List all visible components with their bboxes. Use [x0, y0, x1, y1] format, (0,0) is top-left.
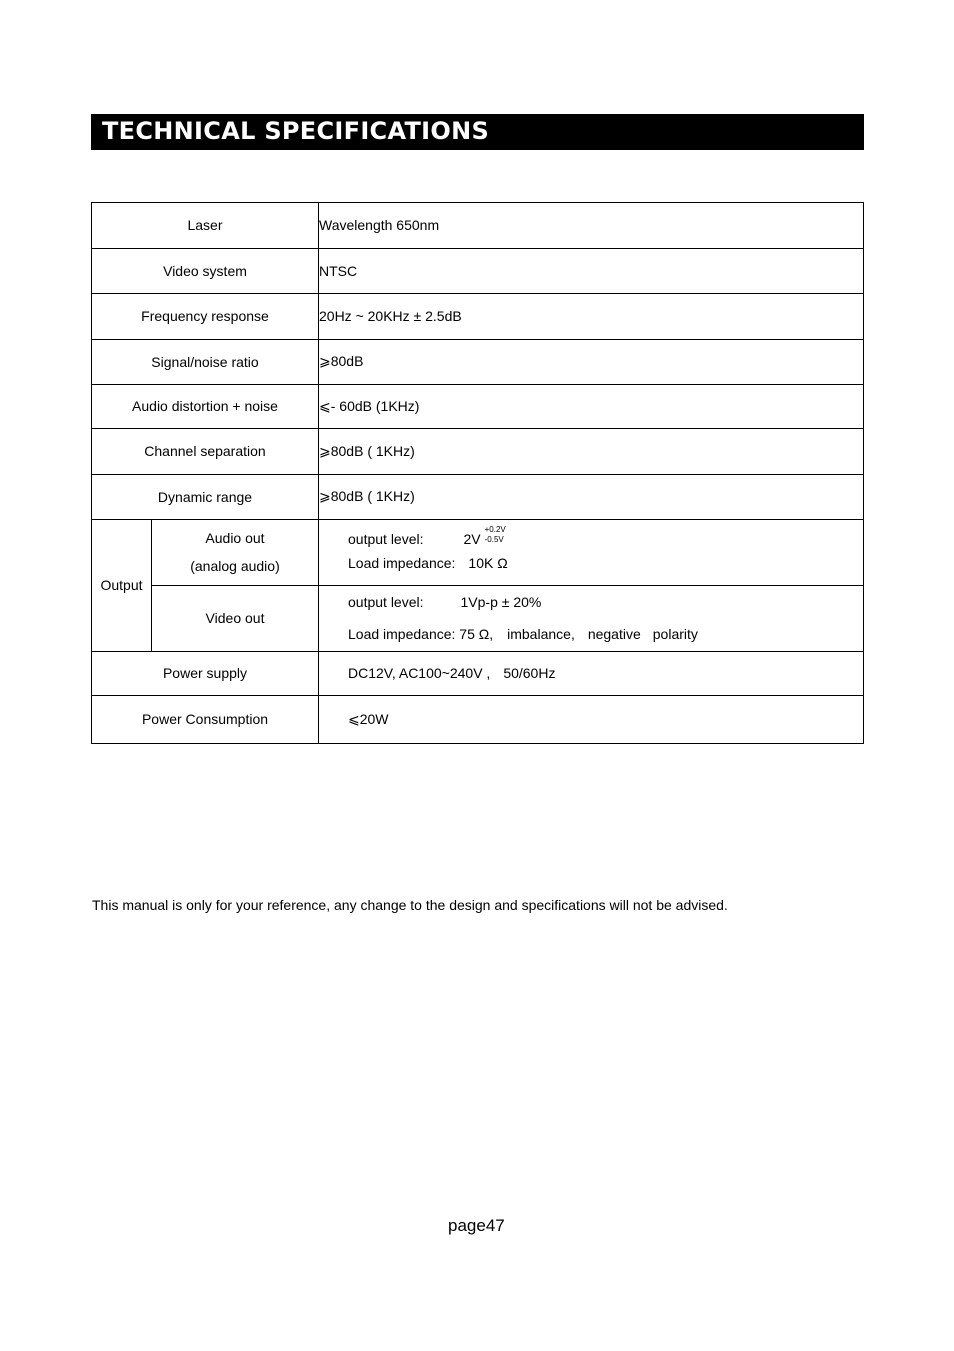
disclaimer-text: This manual is only for your reference, any change to the design and specifications will not be advised.	[92, 897, 728, 913]
spec-value-signal-noise: ⩾80dB	[319, 340, 864, 385]
voltage-tolerance: +0.2V -0.5V	[484, 525, 506, 545]
specifications-table	[91, 202, 864, 744]
less-equal-symbol: ⩽	[348, 711, 360, 728]
spec-value-audio-distortion: ⩽- 60dB (1KHz)	[319, 385, 864, 429]
spec-label-dynamic-range: Dynamic range	[92, 475, 319, 520]
table-row	[92, 340, 864, 385]
spec-label-audio-distortion: Audio distortion + noise	[92, 385, 319, 429]
spec-value-power-supply: DC12V, AC100~240V , 50/60Hz	[319, 652, 864, 696]
spec-label-laser: Laser	[92, 203, 319, 249]
greater-equal-symbol: ⩾	[319, 489, 331, 506]
page-title: TECHNICAL SPECIFICATIONS	[102, 117, 490, 145]
spec-label-video-system: Video system	[92, 249, 319, 294]
spec-label-power-consumption: Power Consumption	[92, 696, 319, 744]
spec-label-signal-noise: Signal/noise ratio	[92, 340, 319, 385]
greater-equal-symbol: ⩾	[319, 443, 331, 460]
spec-label-frequency-response: Frequency response	[92, 294, 319, 340]
table-row	[92, 520, 864, 586]
spec-label-channel-separation: Channel separation	[92, 429, 319, 475]
section-title-bar	[91, 114, 864, 150]
spec-label-power-supply: Power supply	[92, 652, 319, 696]
table-row	[92, 586, 864, 652]
table-row	[92, 249, 864, 294]
table-row	[92, 385, 864, 429]
spec-label-video-out: Video out	[152, 586, 319, 652]
spec-label-output: Output	[92, 520, 152, 652]
spec-label-audio-out: Audio out (analog audio)	[152, 520, 319, 586]
table-row	[92, 429, 864, 475]
table-row	[92, 294, 864, 340]
spec-value-dynamic-range: ⩾80dB ( 1KHz)	[319, 475, 864, 520]
spec-value-video-out: output level: 1Vp-p ± 20% Load impedance: 75 Ω, imbalance, negative polarity	[319, 586, 864, 652]
less-equal-symbol: ⩽	[319, 398, 331, 415]
table-row	[92, 475, 864, 520]
page-number: page47	[448, 1216, 505, 1235]
spec-value-channel-separation: ⩾80dB ( 1KHz)	[319, 429, 864, 475]
greater-equal-symbol: ⩾	[319, 354, 331, 371]
spec-value-video-system: NTSC	[319, 249, 864, 294]
spec-value-frequency-response: 20Hz ~ 20KHz ± 2.5dB	[319, 294, 864, 340]
table-row	[92, 696, 864, 744]
spec-value-audio-out: output level: 2V +0.2V -0.5V Load impedance: 10K Ω	[319, 520, 864, 586]
spec-value-power-consumption: ⩽20W	[319, 696, 864, 744]
table-row	[92, 203, 864, 249]
table-row	[92, 652, 864, 696]
spec-value-laser: Wavelength 650nm	[319, 203, 864, 249]
